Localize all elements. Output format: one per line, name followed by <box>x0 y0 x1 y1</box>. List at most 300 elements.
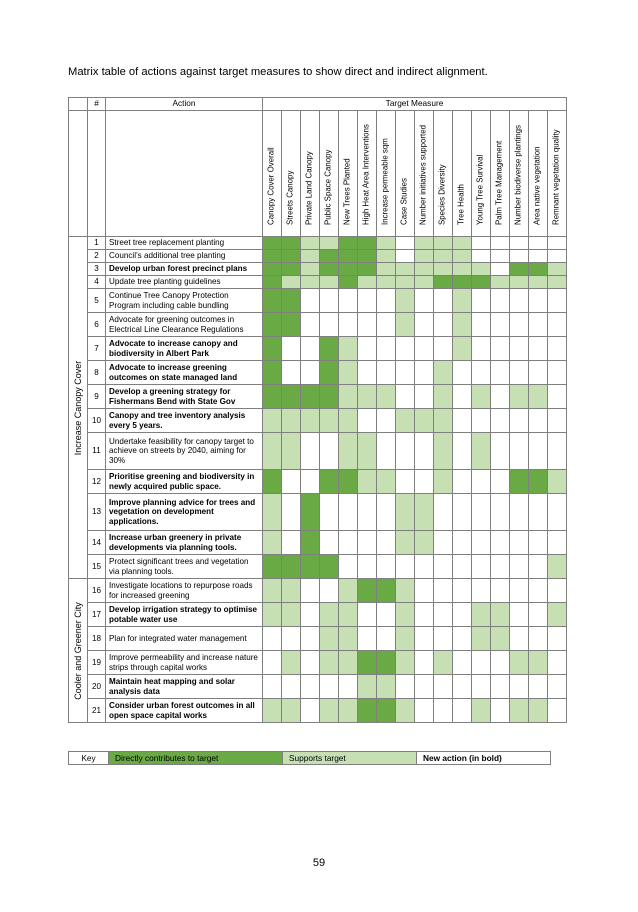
measure-label: Tree Health <box>456 184 466 226</box>
table-caption: Matrix table of actions against target measures to show direct and indirect alignment. <box>68 66 488 78</box>
action-text: Advocate to increase greening outcomes on state managed land <box>106 361 263 385</box>
header-blank <box>69 98 88 111</box>
cell-empty <box>453 603 472 627</box>
cell-supports <box>529 385 548 409</box>
cell-empty <box>263 675 282 699</box>
cell-empty <box>453 531 472 555</box>
table-row <box>69 603 567 627</box>
measure-header <box>320 111 339 237</box>
action-number: 18 <box>88 627 106 651</box>
cell-supports <box>339 361 358 385</box>
cell-empty <box>453 579 472 603</box>
measure-header-row <box>69 111 567 237</box>
cell-empty <box>415 361 434 385</box>
cell-supports <box>282 603 301 627</box>
cell-direct <box>320 361 339 385</box>
cell-direct <box>339 263 358 276</box>
cell-empty <box>415 603 434 627</box>
header-blank <box>106 111 263 237</box>
group-label-text: Cooler and Greener City <box>72 601 83 700</box>
cell-supports <box>415 409 434 433</box>
cell-empty <box>453 555 472 579</box>
cell-direct <box>263 263 282 276</box>
cell-empty <box>491 555 510 579</box>
cell-empty <box>358 409 377 433</box>
cell-empty <box>434 579 453 603</box>
cell-supports <box>320 276 339 289</box>
cell-empty <box>434 555 453 579</box>
measure-label: High Heat Area Interventions <box>361 124 371 226</box>
key-direct-swatch: Directly contributes to target <box>109 752 283 765</box>
cell-empty <box>282 361 301 385</box>
cell-empty <box>548 250 567 263</box>
cell-empty <box>491 433 510 470</box>
action-text: Canopy and tree inventory analysis every 5 years. <box>106 409 263 433</box>
cell-supports <box>453 337 472 361</box>
cell-empty <box>472 237 491 250</box>
cell-empty <box>301 675 320 699</box>
cell-empty <box>491 337 510 361</box>
cell-empty <box>377 409 396 433</box>
cell-empty <box>529 409 548 433</box>
group-label <box>69 579 88 723</box>
cell-empty <box>548 699 567 723</box>
measure-header <box>263 111 282 237</box>
cell-supports <box>510 651 529 675</box>
cell-empty <box>510 409 529 433</box>
cell-empty <box>548 433 567 470</box>
measure-label: Species Diversity <box>437 164 447 226</box>
cell-supports <box>339 627 358 651</box>
key-supports-swatch: Supports target <box>283 752 417 765</box>
cell-empty <box>434 675 453 699</box>
cell-supports <box>396 313 415 337</box>
cell-direct <box>339 470 358 494</box>
cell-empty <box>491 385 510 409</box>
cell-empty <box>510 433 529 470</box>
cell-empty <box>529 313 548 337</box>
cell-direct <box>263 555 282 579</box>
cell-supports <box>529 699 548 723</box>
cell-empty <box>301 361 320 385</box>
action-number: 10 <box>88 409 106 433</box>
cell-empty <box>491 579 510 603</box>
cell-empty <box>320 433 339 470</box>
cell-direct <box>282 289 301 313</box>
cell-supports <box>282 579 301 603</box>
cell-supports <box>415 263 434 276</box>
cell-supports <box>434 361 453 385</box>
cell-supports <box>548 555 567 579</box>
cell-direct <box>263 385 282 409</box>
table-row <box>69 627 567 651</box>
cell-empty <box>472 313 491 337</box>
cell-empty <box>377 494 396 531</box>
action-number: 2 <box>88 250 106 263</box>
cell-empty <box>491 651 510 675</box>
cell-empty <box>282 470 301 494</box>
action-number: 11 <box>88 433 106 470</box>
header-row <box>69 98 567 111</box>
action-text: Consider urban forest outcomes in all open space capital works <box>106 699 263 723</box>
cell-empty <box>358 555 377 579</box>
cell-supports <box>396 579 415 603</box>
cell-empty <box>377 531 396 555</box>
cell-empty <box>510 361 529 385</box>
action-text: Protect significant trees and vegetation via planning tools. <box>106 555 263 579</box>
cell-empty <box>548 494 567 531</box>
measure-header <box>548 111 567 237</box>
action-number: 1 <box>88 237 106 250</box>
cell-empty <box>358 627 377 651</box>
cell-empty <box>282 627 301 651</box>
cell-empty <box>339 289 358 313</box>
action-text: Update tree planting guidelines <box>106 276 263 289</box>
cell-supports <box>358 470 377 494</box>
measure-label: Case Studies <box>399 178 409 226</box>
table-row <box>69 263 567 276</box>
cell-supports <box>529 276 548 289</box>
cell-empty <box>548 237 567 250</box>
cell-supports <box>396 531 415 555</box>
cell-empty <box>453 361 472 385</box>
table-row <box>69 237 567 250</box>
cell-empty <box>529 289 548 313</box>
cell-empty <box>377 603 396 627</box>
table-row <box>69 361 567 385</box>
action-text: Plan for integrated water management <box>106 627 263 651</box>
cell-empty <box>301 289 320 313</box>
measure-label: Private Land Canopy <box>304 151 314 226</box>
cell-empty <box>472 675 491 699</box>
cell-empty <box>415 627 434 651</box>
cell-empty <box>434 337 453 361</box>
cell-empty <box>282 494 301 531</box>
cell-empty <box>320 531 339 555</box>
cell-supports <box>358 675 377 699</box>
cell-empty <box>510 555 529 579</box>
cell-direct <box>377 699 396 723</box>
measure-header <box>301 111 320 237</box>
cell-empty <box>491 289 510 313</box>
action-text: Advocate for greening outcomes in Electrical Line Clearance Regulations <box>106 313 263 337</box>
cell-supports <box>339 699 358 723</box>
cell-empty <box>548 675 567 699</box>
cell-empty <box>491 263 510 276</box>
cell-empty <box>491 361 510 385</box>
cell-empty <box>529 361 548 385</box>
cell-supports <box>263 433 282 470</box>
action-number: 7 <box>88 337 106 361</box>
cell-empty <box>396 361 415 385</box>
cell-direct <box>263 237 282 250</box>
cell-empty <box>529 603 548 627</box>
cell-empty <box>548 385 567 409</box>
cell-supports <box>396 276 415 289</box>
cell-empty <box>472 337 491 361</box>
cell-empty <box>415 555 434 579</box>
cell-supports <box>263 409 282 433</box>
cell-empty <box>358 313 377 337</box>
cell-empty <box>396 337 415 361</box>
cell-supports <box>263 579 282 603</box>
cell-empty <box>472 494 491 531</box>
cell-supports <box>510 276 529 289</box>
cell-direct <box>282 385 301 409</box>
cell-supports <box>377 276 396 289</box>
action-text: Improve planning advice for trees and vegetation on development applications. <box>106 494 263 531</box>
cell-supports <box>434 409 453 433</box>
cell-empty <box>339 531 358 555</box>
measure-label: Increase permeable sqm <box>380 138 390 226</box>
cell-empty <box>491 409 510 433</box>
cell-direct <box>434 276 453 289</box>
action-number: 6 <box>88 313 106 337</box>
cell-empty <box>358 531 377 555</box>
cell-empty <box>529 337 548 361</box>
cell-empty <box>491 250 510 263</box>
cell-empty <box>396 470 415 494</box>
cell-empty <box>396 675 415 699</box>
cell-empty <box>453 675 472 699</box>
cell-empty <box>377 313 396 337</box>
cell-empty <box>415 579 434 603</box>
cell-empty <box>301 627 320 651</box>
cell-supports <box>396 494 415 531</box>
action-text: Prioritise greening and biodiversity in newly acquired public space. <box>106 470 263 494</box>
cell-empty <box>529 627 548 651</box>
cell-empty <box>434 494 453 531</box>
cell-empty <box>548 409 567 433</box>
header-number: # <box>88 98 106 111</box>
action-number: 20 <box>88 675 106 699</box>
cell-supports <box>434 433 453 470</box>
cell-direct <box>358 699 377 723</box>
cell-supports <box>548 276 567 289</box>
cell-empty <box>339 313 358 337</box>
cell-empty <box>415 699 434 723</box>
cell-supports <box>396 289 415 313</box>
cell-empty <box>434 603 453 627</box>
measure-label: Area native vegetation <box>532 146 542 226</box>
cell-supports <box>510 699 529 723</box>
action-text: Increase urban greenery in private developments via planning tools. <box>106 531 263 555</box>
measure-label: Palm Tree Management <box>494 140 504 226</box>
cell-supports <box>472 263 491 276</box>
cell-direct <box>358 263 377 276</box>
cell-direct <box>377 651 396 675</box>
cell-direct <box>377 579 396 603</box>
cell-empty <box>529 433 548 470</box>
action-number: 12 <box>88 470 106 494</box>
cell-empty <box>491 699 510 723</box>
cell-supports <box>339 385 358 409</box>
cell-empty <box>453 651 472 675</box>
cell-supports <box>434 651 453 675</box>
cell-empty <box>415 385 434 409</box>
cell-supports <box>339 409 358 433</box>
cell-supports <box>301 263 320 276</box>
cell-supports <box>320 627 339 651</box>
cell-supports <box>396 651 415 675</box>
cell-supports <box>548 470 567 494</box>
cell-empty <box>453 433 472 470</box>
cell-empty <box>301 579 320 603</box>
cell-supports <box>301 237 320 250</box>
cell-empty <box>263 627 282 651</box>
cell-supports <box>529 651 548 675</box>
cell-direct <box>472 276 491 289</box>
cell-supports <box>415 531 434 555</box>
cell-direct <box>282 237 301 250</box>
action-number: 16 <box>88 579 106 603</box>
cell-empty <box>453 494 472 531</box>
measure-header <box>358 111 377 237</box>
cell-empty <box>415 313 434 337</box>
cell-supports <box>415 494 434 531</box>
cell-supports <box>301 276 320 289</box>
measure-header <box>529 111 548 237</box>
cell-empty <box>358 337 377 361</box>
cell-supports <box>491 276 510 289</box>
cell-direct <box>282 263 301 276</box>
cell-supports <box>472 699 491 723</box>
cell-empty <box>377 289 396 313</box>
cell-direct <box>320 385 339 409</box>
action-number: 5 <box>88 289 106 313</box>
cell-supports <box>415 276 434 289</box>
cell-empty <box>396 433 415 470</box>
group-label <box>69 237 88 579</box>
cell-empty <box>529 579 548 603</box>
cell-direct <box>263 361 282 385</box>
cell-supports <box>263 494 282 531</box>
cell-supports <box>415 237 434 250</box>
cell-empty <box>491 237 510 250</box>
cell-supports <box>263 699 282 723</box>
cell-empty <box>415 470 434 494</box>
action-number: 19 <box>88 651 106 675</box>
cell-direct <box>263 250 282 263</box>
key-title: Key <box>69 752 109 765</box>
cell-empty <box>472 289 491 313</box>
cell-empty <box>415 675 434 699</box>
table-row <box>69 289 567 313</box>
cell-empty <box>453 699 472 723</box>
action-text: Street tree replacement planting <box>106 237 263 250</box>
cell-empty <box>472 531 491 555</box>
page-number: 59 <box>312 857 326 869</box>
key-bold-note: New action (in bold) <box>417 752 551 765</box>
cell-empty <box>396 250 415 263</box>
cell-supports <box>548 603 567 627</box>
table-row <box>69 470 567 494</box>
action-text: Develop urban forest precinct plans <box>106 263 263 276</box>
cell-direct <box>282 313 301 337</box>
cell-supports <box>434 470 453 494</box>
cell-empty <box>453 385 472 409</box>
cell-empty <box>320 313 339 337</box>
cell-empty <box>548 361 567 385</box>
cell-empty <box>339 494 358 531</box>
cell-direct <box>358 250 377 263</box>
legend-row <box>69 752 551 765</box>
cell-empty <box>472 361 491 385</box>
cell-supports <box>320 409 339 433</box>
cell-direct <box>358 237 377 250</box>
cell-supports <box>434 237 453 250</box>
cell-direct <box>263 289 282 313</box>
cell-supports <box>282 699 301 723</box>
action-text: Improve permeability and increase nature strips through capital works <box>106 651 263 675</box>
cell-supports <box>339 579 358 603</box>
cell-empty <box>415 433 434 470</box>
cell-empty <box>510 627 529 651</box>
table-row <box>69 433 567 470</box>
header-target-measure: Target Measure <box>263 98 567 111</box>
cell-empty <box>301 699 320 723</box>
measure-label: New Trees Planted <box>342 158 352 226</box>
action-number: 17 <box>88 603 106 627</box>
cell-empty <box>453 470 472 494</box>
table-row <box>69 531 567 555</box>
cell-direct <box>320 263 339 276</box>
measure-header <box>434 111 453 237</box>
cell-supports <box>453 263 472 276</box>
cell-supports <box>320 603 339 627</box>
cell-empty <box>529 675 548 699</box>
measure-label: Streets Canopy <box>285 170 295 226</box>
cell-empty <box>510 675 529 699</box>
cell-direct <box>301 494 320 531</box>
cell-empty <box>434 531 453 555</box>
cell-empty <box>282 531 301 555</box>
cell-empty <box>282 675 301 699</box>
cell-empty <box>510 579 529 603</box>
table-row <box>69 494 567 531</box>
cell-direct <box>510 470 529 494</box>
cell-empty <box>301 651 320 675</box>
cell-empty <box>472 409 491 433</box>
table-row <box>69 675 567 699</box>
cell-empty <box>529 250 548 263</box>
table-row <box>69 313 567 337</box>
cell-supports <box>472 603 491 627</box>
cell-empty <box>320 494 339 531</box>
cell-direct <box>263 276 282 289</box>
cell-direct <box>301 385 320 409</box>
header-blank <box>69 111 88 237</box>
measure-label: Public Space Canopy <box>323 149 333 226</box>
action-target-matrix <box>68 97 567 723</box>
cell-supports <box>472 433 491 470</box>
table-row <box>69 385 567 409</box>
measure-header <box>282 111 301 237</box>
cell-empty <box>377 433 396 470</box>
cell-direct <box>263 470 282 494</box>
cell-direct <box>529 263 548 276</box>
cell-empty <box>510 313 529 337</box>
cell-direct <box>301 531 320 555</box>
cell-supports <box>434 385 453 409</box>
cell-supports <box>491 603 510 627</box>
cell-empty <box>529 555 548 579</box>
cell-supports <box>453 237 472 250</box>
cell-empty <box>358 361 377 385</box>
cell-supports <box>282 651 301 675</box>
action-number: 4 <box>88 276 106 289</box>
cell-empty <box>301 313 320 337</box>
